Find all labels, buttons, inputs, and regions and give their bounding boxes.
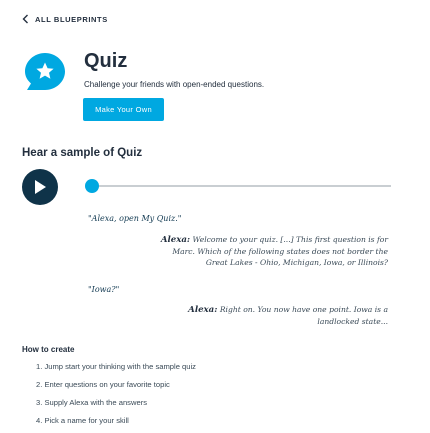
list-item: 3. Supply Alexa with the answers xyxy=(36,398,148,407)
how-to-steps xyxy=(36,361,196,433)
list-item: 4. Pick a name for your skill xyxy=(36,416,129,425)
back-link-label: ALL BLUEPRINTS xyxy=(35,14,108,24)
alexa-speaker-label: Alexa: xyxy=(160,235,191,245)
audio-progress-track[interactable] xyxy=(92,185,391,187)
play-icon xyxy=(32,178,48,196)
back-link[interactable] xyxy=(22,12,108,26)
play-button[interactable] xyxy=(22,169,58,205)
star-speech-bubble-icon xyxy=(24,52,66,92)
sample-heading: Hear a sample of Quiz xyxy=(22,147,143,159)
dialogue-alexa-line-2 xyxy=(188,304,388,327)
dialogue-text: Marc. Which of the following states does not border the xyxy=(172,247,388,256)
page-subtitle: Challenge your friends with open-ended questions. xyxy=(84,80,265,89)
dialogue-user-line-2: "Iowa?" xyxy=(88,285,120,294)
list-item: 2. Enter questions on your favorite topic xyxy=(36,380,170,389)
chevron-left-icon xyxy=(22,14,29,24)
how-to-title: How to create xyxy=(22,345,75,354)
audio-progress-handle[interactable] xyxy=(85,179,99,193)
dialogue-text: Welcome to your quiz. [...] This first question is for xyxy=(192,235,388,244)
make-your-own-button[interactable]: Make Your Own xyxy=(83,98,164,121)
dialogue-user-line-1: "Alexa, open My Quiz." xyxy=(88,214,182,223)
dialogue-text: Right on. You now have one point. Iowa is a xyxy=(219,305,388,314)
dialogue-text: Great Lakes - Ohio, Michigan, Iowa, or Illinois? xyxy=(205,258,388,267)
list-item: 1. Jump start your thinking with the sample quiz xyxy=(36,362,196,371)
dialogue-text: landlocked state... xyxy=(317,317,388,326)
dialogue-alexa-line-1 xyxy=(161,234,388,268)
alexa-speaker-label: Alexa: xyxy=(188,305,218,315)
page-title: Quiz xyxy=(84,50,128,72)
